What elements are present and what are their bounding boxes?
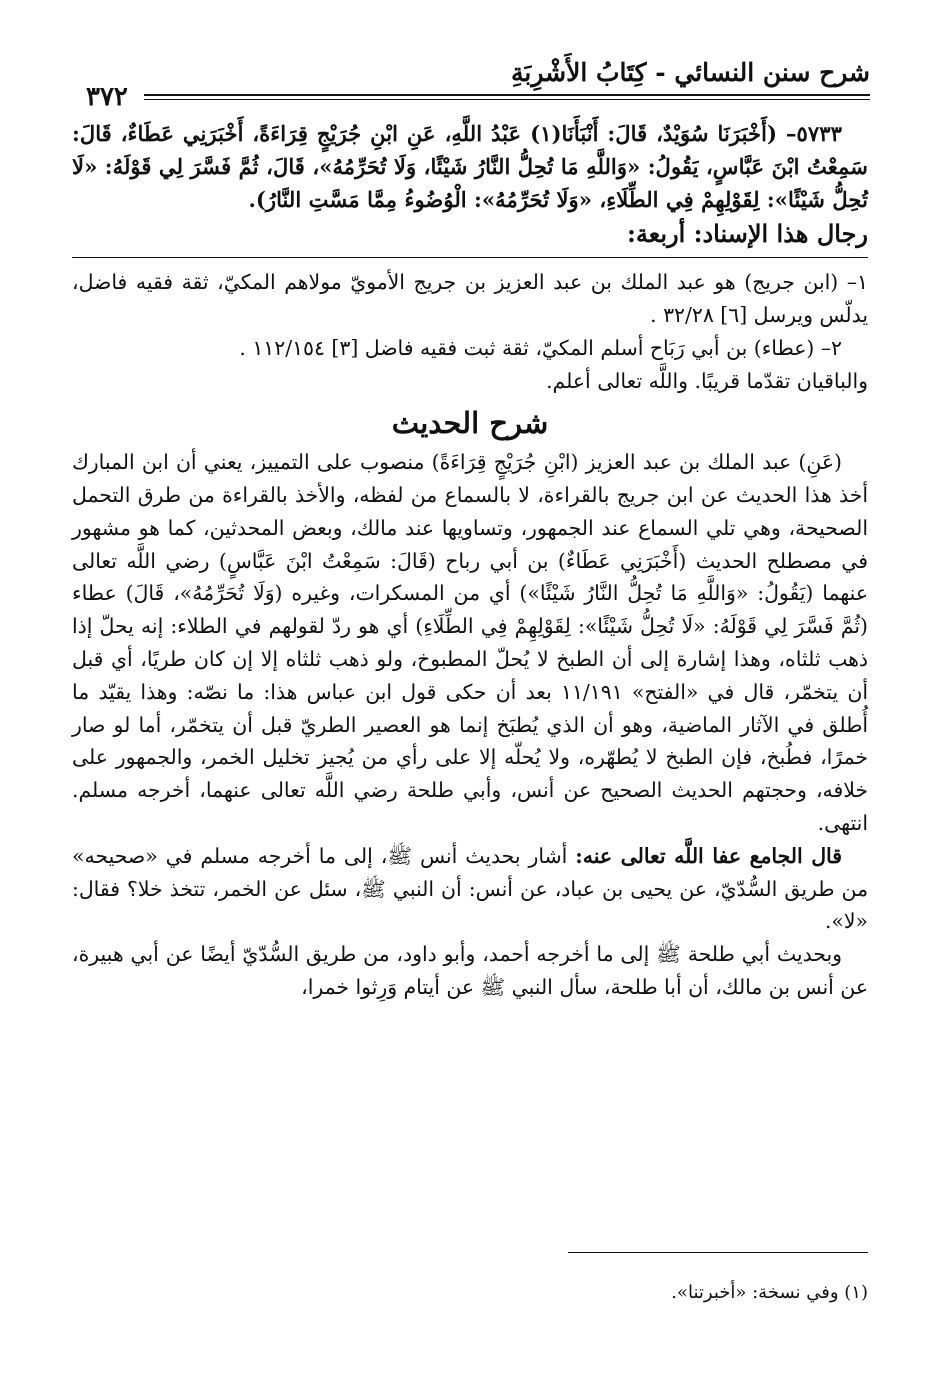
footnote: (١) وفي نسخة: «أخبرتنا». xyxy=(671,1282,868,1303)
header-rule-thin xyxy=(70,99,870,100)
compiler-note-label: قال الجامع عفا اللَّه تعالى عنه: xyxy=(575,843,842,868)
footnote-rule xyxy=(568,1252,868,1253)
narrators-heading: رجال هذا الإسناد: أربعة: xyxy=(627,219,868,249)
section-divider xyxy=(72,257,868,258)
page-header xyxy=(70,50,870,110)
narrators-closing: والباقيان تقدّما قريبًا. واللَّه تعالى أعلم. xyxy=(546,368,868,393)
header-rule xyxy=(70,94,870,96)
commentary-paragraph-2: وبحديث أبي طلحة ﷺ إلى ما أخرجه أحمد، وأبو داود، من طريق السُّدّيّ أيضًا عن أبي هبيرة، عن أنس بن مالك، أن أبا طلحة، سأل النبي ﷺ عن أيتام وَرِثوا خمرا، xyxy=(72,942,868,999)
page-number: ٣٧٢ xyxy=(70,82,144,112)
compiler-note-text: أشار بحديث أنس ﷺ، إلى ما أخرجه مسلم في «صحيحه» من طريق السُّدّيّ، عن يحيى بن عباد، عن أنس: أن النبي ﷺ، سئل عن الخمر، تتخذ خلا؟ فقال: «لا». xyxy=(72,843,868,934)
commentary-paragraph: (عَنِ) عبد الملك بن عبد العزيز (ابْنِ جُرَيْجٍ قِرَاءَةً) منصوب على التمييز، يعني أن ابن المبارك أخذ هذا الحديث عن ابن جريج بالقراءة، لا بالسماع من لفظه، والأخذ بالقراءة من طرق التحمل الصحيحة، وهي تلي السماع عند الجمهور، وتساويها عند مالك، وبعض المحدثين، كما هو مشهور في مصطلح الحديث (أَخْبَرَنِي عَطَاءٌ) بن أبي رباح (قَالَ: سَمِعْتُ ابْنَ عَبَّاسٍ) رضي اللَّه تعالى عنهما (يَقُولُ: «وَاللَّهِ مَا تُحِلُّ النَّارُ شَيْئًا») أي من المسكرات، وغيره (وَلَا تُحَرِّمُهُ»، قَالَ) عطاء (ثُمَّ فَسَّرَ لِي قَوْلَهُ: «لَا تُحِلُّ شَيْئًا»: لِقَوْلِهِمْ فِي الطِّلَاءِ) أي هو ردّ لقولهم في الطلاء: إنه يحلّ إذا ذهب ثلثاه، وهذا إشارة إلى أن الطبخ لا يُحلّ المطبوخ، ولو ذهب ثلثاه إلا إن كان طريًا، أي قبل أن يتخمّر، قال في «الفتح» ١١/١٩١ بعد أن حكى قول ابن عباس هذا: ما نصّه: وهذا يقيّد ما أُطلق في الآثار الماضية، وهو أن الذي يُطبَخ إنما هو العصير الطريّ قبل أن يتخمّر، أما لو صار خمرًا، فطُبخ، فإن الطبخ لا يُطهّره، ولا يُحلّه إلا على رأي من يُجيز تخليل الخمر، والجمهور على خلافه، وحجتهم الحديث الصحيح عن أنس، وأبي طلحة رضي اللَّه تعالى عنهما، أخرجه مسلم. انتهى. xyxy=(72,450,868,835)
page-content xyxy=(72,118,868,1004)
hadith-text: ٥٧٣٣– (أَخْبَرَنَا سُوَيْدٌ، قَالَ: أَنْبَأَنَا(١) عَبْدُ اللَّهِ، عَنِ ابْنِ جُرَيْجٍ قِرَاءَةً، أَخْبَرَنِي عَطَاءٌ، قَالَ: سَمِعْتُ ابْنَ عَبَّاسٍ، يَقُولُ: «وَاللَّهِ مَا تُحِلُّ النَّارُ شَيْئًا، وَلَا تُحَرِّمُهُ»، قَالَ، ثُمَّ فَسَّرَ لِي قَوْلَهُ: «لَا تُحِلُّ شَيْئًا»: لِقَوْلِهِمْ فِي الطِّلَاءِ، «وَلَا تُحَرِّمُهُ»: الْوُضُوءُ مِمَّا مَسَّتِ النَّارُ). xyxy=(72,121,868,212)
section-title: شرح الحديث xyxy=(391,406,549,441)
running-title: شرح سنن النسائي - كِتَابُ الأَشْرِبَةِ xyxy=(510,58,870,87)
narrator-item-2: ٢– (عطاء) بن أبي رَبَاح أسلم المكيّ، ثقة ثبت فقيه فاضل [٣] ١١٢/١٥٤ . xyxy=(239,335,842,360)
compiler-note xyxy=(72,840,868,938)
narrator-item-1: ١– (ابن جريج) هو عبد الملك بن عبد العزيز بن جريج الأمويّ مولاهم المكيّ، ثقة فقيه فاضل، يدلّس ويرسل [٦] ٣٢/٢٨ . xyxy=(72,270,868,327)
